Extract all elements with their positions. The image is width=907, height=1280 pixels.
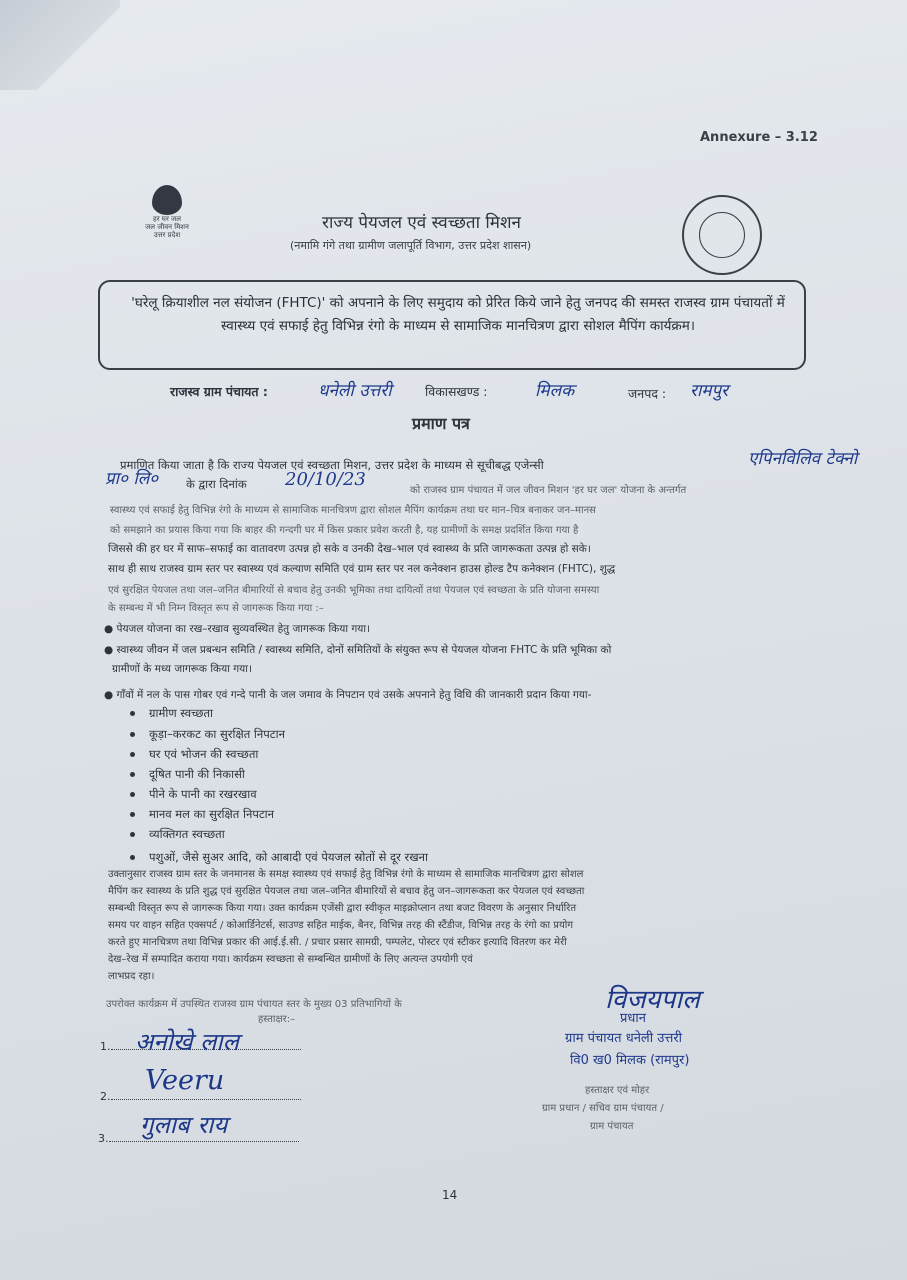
subpoint-text: पशुओं, जैसे सुअर आदि, को आबादी एवं पेयजल स्रोतों से दूर रखना — [149, 850, 428, 864]
agency-name-suffix: प्रा० लि० — [105, 469, 159, 489]
participant-signature: गुलाब राय — [140, 1111, 228, 1139]
summary-line: देख–रेख में सम्पादित कराया गया। कार्यक्रम स्वच्छता से सम्बन्धित ग्रामीणों के लिए अत्यन्त उपयोगी एवं — [108, 954, 473, 965]
subpoint — [130, 747, 258, 762]
intro-line-1: प्रमाणित किया जाता है कि राज्य पेयजल एवं स्वच्छता मिशन, उत्तर प्रदेश के माध्यम से सूचीबद्ध एजेन्सी — [120, 458, 544, 472]
logo-caption: जल जीवन मिशन — [145, 223, 189, 231]
point-text: पेयजल योजना का रख–रखाव सुव्यवस्थित हेतु जागरूक किया गया। — [116, 623, 371, 635]
certificate-title: प्रमाण पत्र — [412, 414, 470, 433]
pradhan-stamp-line-2: वि0 ख0 मिलक (रामपुर) — [570, 1053, 690, 1068]
subpoint — [130, 787, 257, 802]
participant-signature: अनोखे लाल — [135, 1028, 239, 1056]
participant-number: 2. — [100, 1090, 111, 1103]
point-text: गाँवों में नल के पास गोबर एवं गन्दे पानी के जल जमाव के निपटान एवं उसके अपनाने हेतु विधि की जानकारी प्रदान किया गया- — [116, 689, 592, 701]
point-2: ● स्वास्थ्य जीवन में जल प्रबन्धन समिति / स्वास्थ्य समिति, दोनों समितियों के संयुक्त रूप से पेयजल योजना FHTC के प्रति भूमिका को — [104, 644, 612, 656]
program-date: 20/10/23 — [285, 469, 366, 490]
date-label: के द्वारा दिनांक — [186, 477, 247, 491]
participant-signature: Veeru — [145, 1065, 225, 1096]
logo-caption: उत्तर प्रदेश — [153, 231, 181, 239]
panchayat-label: राजस्व ग्राम पंचायत : — [170, 384, 268, 399]
bullet-icon — [130, 772, 135, 777]
district-value: रामपुर — [690, 381, 729, 401]
subpoint-text: मानव मल का सुरक्षित निपटान — [149, 807, 275, 821]
annexure-label: Annexure – 3.12 — [700, 130, 818, 145]
summary-line: सम्बन्धी विस्तृत रूप से जागरूक किया गया। उक्त कार्यक्रम एजेंसी द्वारा स्वीकृत माइक्रोप्लान तथा बजट विवरण के अनुसार निर्धारित — [108, 903, 577, 914]
up-government-emblem — [682, 195, 762, 275]
block-value: मिलक — [535, 381, 575, 401]
signatures-label: हस्ताक्षर:– — [258, 1014, 296, 1025]
subpoint — [130, 767, 245, 782]
bullet-icon — [130, 792, 135, 797]
logo-caption: हर घर जल — [153, 215, 181, 223]
point-text: स्वास्थ्य जीवन में जल प्रबन्धन समिति / स्वास्थ्य समिति, दोनों समितियों के संयुक्त रूप से पेयजल योजना FHTC के प्रति भूमिका को — [116, 644, 612, 656]
pradhan-stamp-line-1: ग्राम पंचायत धनेली उत्तरी — [565, 1031, 683, 1046]
point-3: ● गाँवों में नल के पास गोबर एवं गन्दे पानी के जल जमाव के निपटान एवं उसके अपनाने हेतु विधि की जानकारी प्रदान किया गया- — [104, 689, 592, 701]
participants-intro: उपरोक्त कार्यक्रम में उपस्थित राजस्व ग्राम पंचायत स्तर के मुख्य 03 प्रतिभागियों के — [106, 999, 402, 1010]
subpoint-text: पीने के पानी का रखरखाव — [149, 787, 257, 801]
agency-name: एपिनविलिव टेक्नो — [748, 449, 858, 469]
district-label: जनपद : — [628, 386, 667, 401]
summary-line: समय पर वाहन सहित एक्सपर्ट / कोआर्डिनेटर्स, साउण्ड सहित माईक, बैनर, विभिन्न तरह की स्टैंडीज, विभिन्न तरह के रंगो का प्रयोग — [108, 920, 573, 931]
subpoint-text: कूड़ा–करकट का सुरक्षित निपटान — [149, 727, 285, 741]
intro-line-7: एवं सुरक्षित पेयजल तथा जल–जनित बीमारियों से बचाव हेतु उनकी भूमिका तथा दायित्वों तथा पेयजल एवं स्वच्छता के प्रति योजना समस्या — [108, 585, 600, 596]
point-1: ● पेयजल योजना का रख–रखाव सुव्यवस्थित हेतु जागरूक किया गया। — [104, 623, 371, 635]
program-title-text: 'घरेलू क्रियाशील नल संयोजन (FHTC)' को अपनाने के लिए समुदाय को प्रेरित किये जाने हेतु जनपद की समस्त राजस्व ग्राम पंचायतों में स्वास्थ्य एवं सफाई हेतु विभिन्न रंगो के माध्यम से सामाजिक मानचित्रण द्वारा सोशल मैपिंग कार्यक्रम। — [131, 295, 785, 334]
point-2-cont: ग्रामीणों के मध्य जागरूक किया गया। — [112, 663, 252, 675]
summary-line: उक्तानुसार राजस्व ग्राम स्तर के जनमानस के समक्ष स्वास्थ्य एवं सफाई हेतु विभिन्न रंगो के माध्यम से सामाजिक मानचित्रण द्वारा सोशल — [108, 869, 584, 880]
intro-line-3: स्वास्थ्य एवं सफाई हेतु विभिन्न रंगो के माध्यम से सामाजिक मानचित्रण द्वारा सोशल मैपिंग कार्यक्रम तथा घर मान–चित्र बनाकर जन–मानस — [110, 505, 596, 516]
signature-caption: हस्ताक्षर एवं मोहर — [585, 1085, 650, 1096]
subpoint — [130, 706, 213, 721]
subpoint — [130, 727, 285, 742]
subpoint — [130, 850, 428, 865]
signature-caption: ग्राम प्रधान / सचिव ग्राम पंचायत / — [542, 1103, 664, 1114]
participant-number: 1. — [100, 1040, 111, 1053]
mission-subtitle: (नमामि गंगे तथा ग्रामीण जलापूर्ति विभाग, उत्तर प्रदेश शासन) — [290, 239, 532, 252]
pradhan-designation: प्रधान — [620, 1011, 646, 1026]
bullet-icon — [130, 855, 135, 860]
intro-line-2: को राजस्व ग्राम पंचायत में जल जीवन मिशन 'हर घर जल' योजना के अन्तर्गत — [410, 485, 687, 496]
water-drop-icon — [152, 185, 182, 215]
bullet-icon — [130, 732, 135, 737]
bullet-icon — [130, 832, 135, 837]
subpoint-text: व्यक्तिगत स्वच्छता — [149, 827, 225, 841]
intro-line-5: जिससे की हर घर में साफ–सफाई का वातावरण उत्पन्न हो सके व उनकी देख–भाल एवं स्वास्थ्य के प्रति जागरूकता उत्पन्न हो सके। — [108, 543, 591, 555]
page-fold — [0, 0, 120, 90]
bullet-icon — [130, 812, 135, 817]
signature-caption: ग्राम पंचायत — [590, 1121, 634, 1132]
mission-title: राज्य पेयजल एवं स्वच्छता मिशन — [322, 213, 521, 233]
subpoint-text: घर एवं भोजन की स्वच्छता — [149, 747, 259, 761]
panchayat-value: धनेली उत्तरी — [318, 381, 392, 401]
summary-paragraph — [108, 866, 818, 985]
participant-number: 3. — [98, 1132, 109, 1145]
subpoint — [130, 807, 274, 822]
emblem-inner-ring — [699, 212, 745, 258]
intro-line-4: को समझाने का प्रयास किया गया कि बाहर की गन्दगी घर में किस प्रकार प्रवेश करती है, यह ग्रामीणों के समक्ष प्रदर्शित किया गया है — [110, 525, 579, 536]
subpoint-text: दूषित पानी की निकासी — [149, 767, 245, 781]
summary-line: लाभप्रद रहा। — [108, 971, 155, 982]
bullet-icon — [130, 752, 135, 757]
page-number: 14 — [442, 1188, 458, 1202]
har-ghar-jal-logo — [132, 185, 202, 239]
summary-line: मैपिंग कर स्वास्थ्य के प्रति शुद्ध एवं सुरक्षित पेयजल तथा जल–जनित बीमारियों से बचाव हेतु जन–जागरूकता कर पेयजल एवं स्वच्छता — [108, 886, 585, 897]
intro-line-6: साथ ही साथ राजस्व ग्राम स्तर पर स्वास्थ्य एवं कल्याण समिति एवं ग्राम स्तर पर नल कनेक्शन हाउस होल्ड टैप कनेक्शन (FHTC), शुद्ध — [108, 563, 616, 575]
pradhan-signature: विजयपाल — [605, 985, 700, 1015]
subpoint — [130, 827, 225, 842]
bullet-icon — [130, 711, 135, 716]
subpoint-text: ग्रामीण स्वच्छता — [149, 706, 213, 720]
block-label: विकासखण्ड : — [425, 384, 488, 399]
intro-line-8: के सम्बन्ध में भी निम्न विस्तृत रूप से जागरूक किया गया :– — [108, 603, 324, 614]
summary-line: करते हुए मानचित्रण तथा विभिन्न प्रकार की आई.ई.सी. / प्रचार प्रसार सामग्री, पम्पलेट, पोस्टर एवं स्टीकर इत्यादि वितरण कर मेरी — [108, 937, 567, 948]
